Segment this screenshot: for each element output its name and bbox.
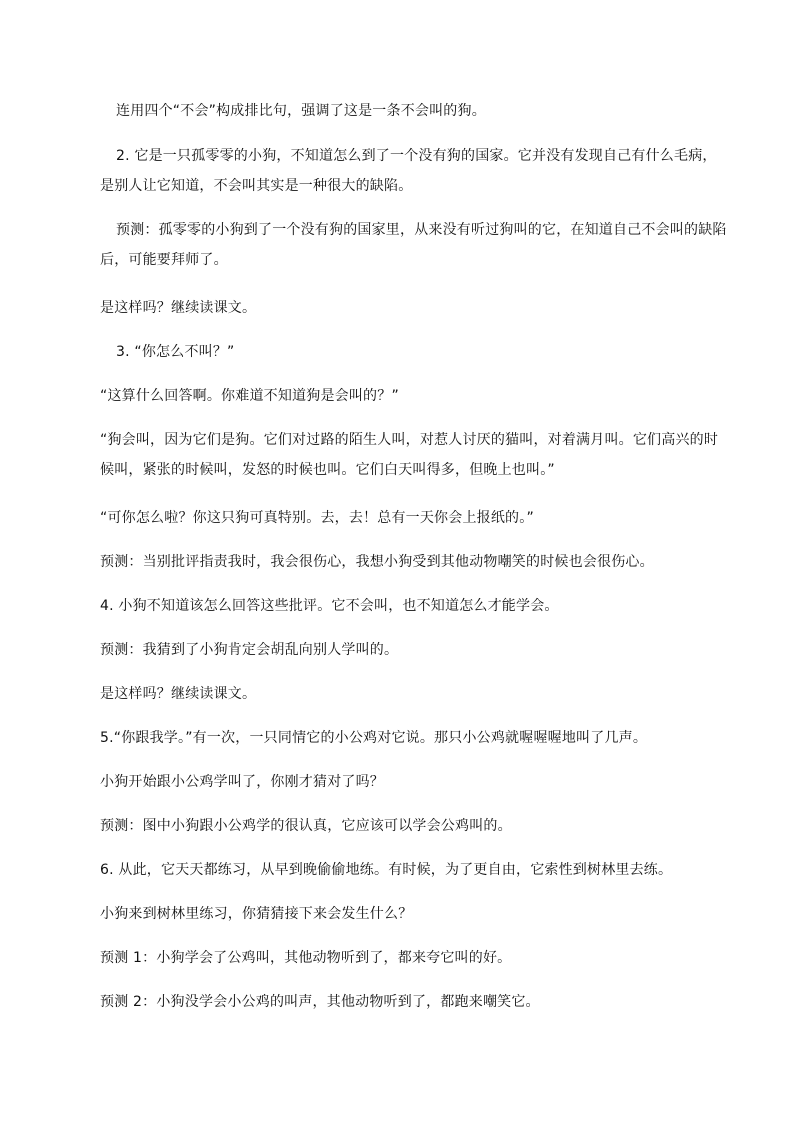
continue-reading-2: 是这样吗？继续读课文。 [100, 686, 257, 702]
continue-reading-1: 是这样吗？继续读课文。 [100, 300, 257, 316]
question-guess-right: 小狗开始跟小公鸡学叫了，你刚才猜对了吗？ [100, 774, 384, 790]
paragraph-3-reply: “这算什么回答啊。你难道不知道狗是会叫的？” [100, 388, 399, 404]
paragraph-summary: 连用四个“不会”构成排比句，强调了这是一条不会叫的狗。 [116, 103, 486, 119]
prediction-3: 预测：我猜到了小狗肯定会胡乱向别人学叫的。 [100, 642, 399, 658]
paragraph-3-special-dog: “可你怎么啦？你这只狗可真特别。去，去！总有一天你会上报纸的。” [100, 510, 534, 526]
question-what-next: 小狗来到树林里练习，你猜猜接下来会发生什么？ [100, 906, 413, 922]
paragraph-3-question: 3. “你怎么不叫？” [116, 344, 235, 360]
prediction-4: 预测：图中小狗跟小公鸡学的很认真，它应该可以学会公鸡叫的。 [100, 818, 512, 834]
paragraph-3-dogs-bark: “狗会叫，因为它们是狗。它们对过路的陌生人叫，对惹人讨厌的猫叫，对着满月叫。它们高兴的时候叫，紧张的时候叫，发怒的时候也叫。它们白天叫得多，但晚上也叫。” [100, 432, 719, 478]
prediction-option-2: 预测 2：小狗没学会小公鸡的叫声，其他动物听到了，都跑来嘲笑它。 [100, 994, 540, 1010]
prediction-option-1: 预测 1：小狗学会了公鸡叫，其他动物听到了，都来夸它叫的好。 [100, 950, 512, 966]
prediction-1: 预测：孤零零的小狗到了一个没有狗的国家里，从来没有听过狗叫的它，在知道自己不会叫的缺陷后，可能要拜师了。 [100, 222, 727, 268]
paragraph-2: 2. 它是一只孤零零的小狗，不知道怎么到了一个没有狗的国家。它并没有发现自己有什么毛病，是别人让它知道，不会叫其实是一种很大的缺陷。 [100, 148, 717, 194]
paragraph-6: 6. 从此，它天天都练习，从早到晚偷偷地练。有时候，为了更自由，它索性到树林里去练。 [100, 862, 673, 878]
prediction-2: 预测：当别批评指责我时，我会很伤心，我想小狗受到其他动物嘲笑的时候也会很伤心。 [100, 554, 654, 570]
paragraph-5: 5.“你跟我学。”有一次，一只同情它的小公鸡对它说。那只小公鸡就喔喔喔地叫了几声。 [100, 730, 648, 746]
paragraph-4: 4. 小狗不知道该怎么回答这些批评。它不会叫，也不知道怎么才能学会。 [100, 598, 559, 614]
